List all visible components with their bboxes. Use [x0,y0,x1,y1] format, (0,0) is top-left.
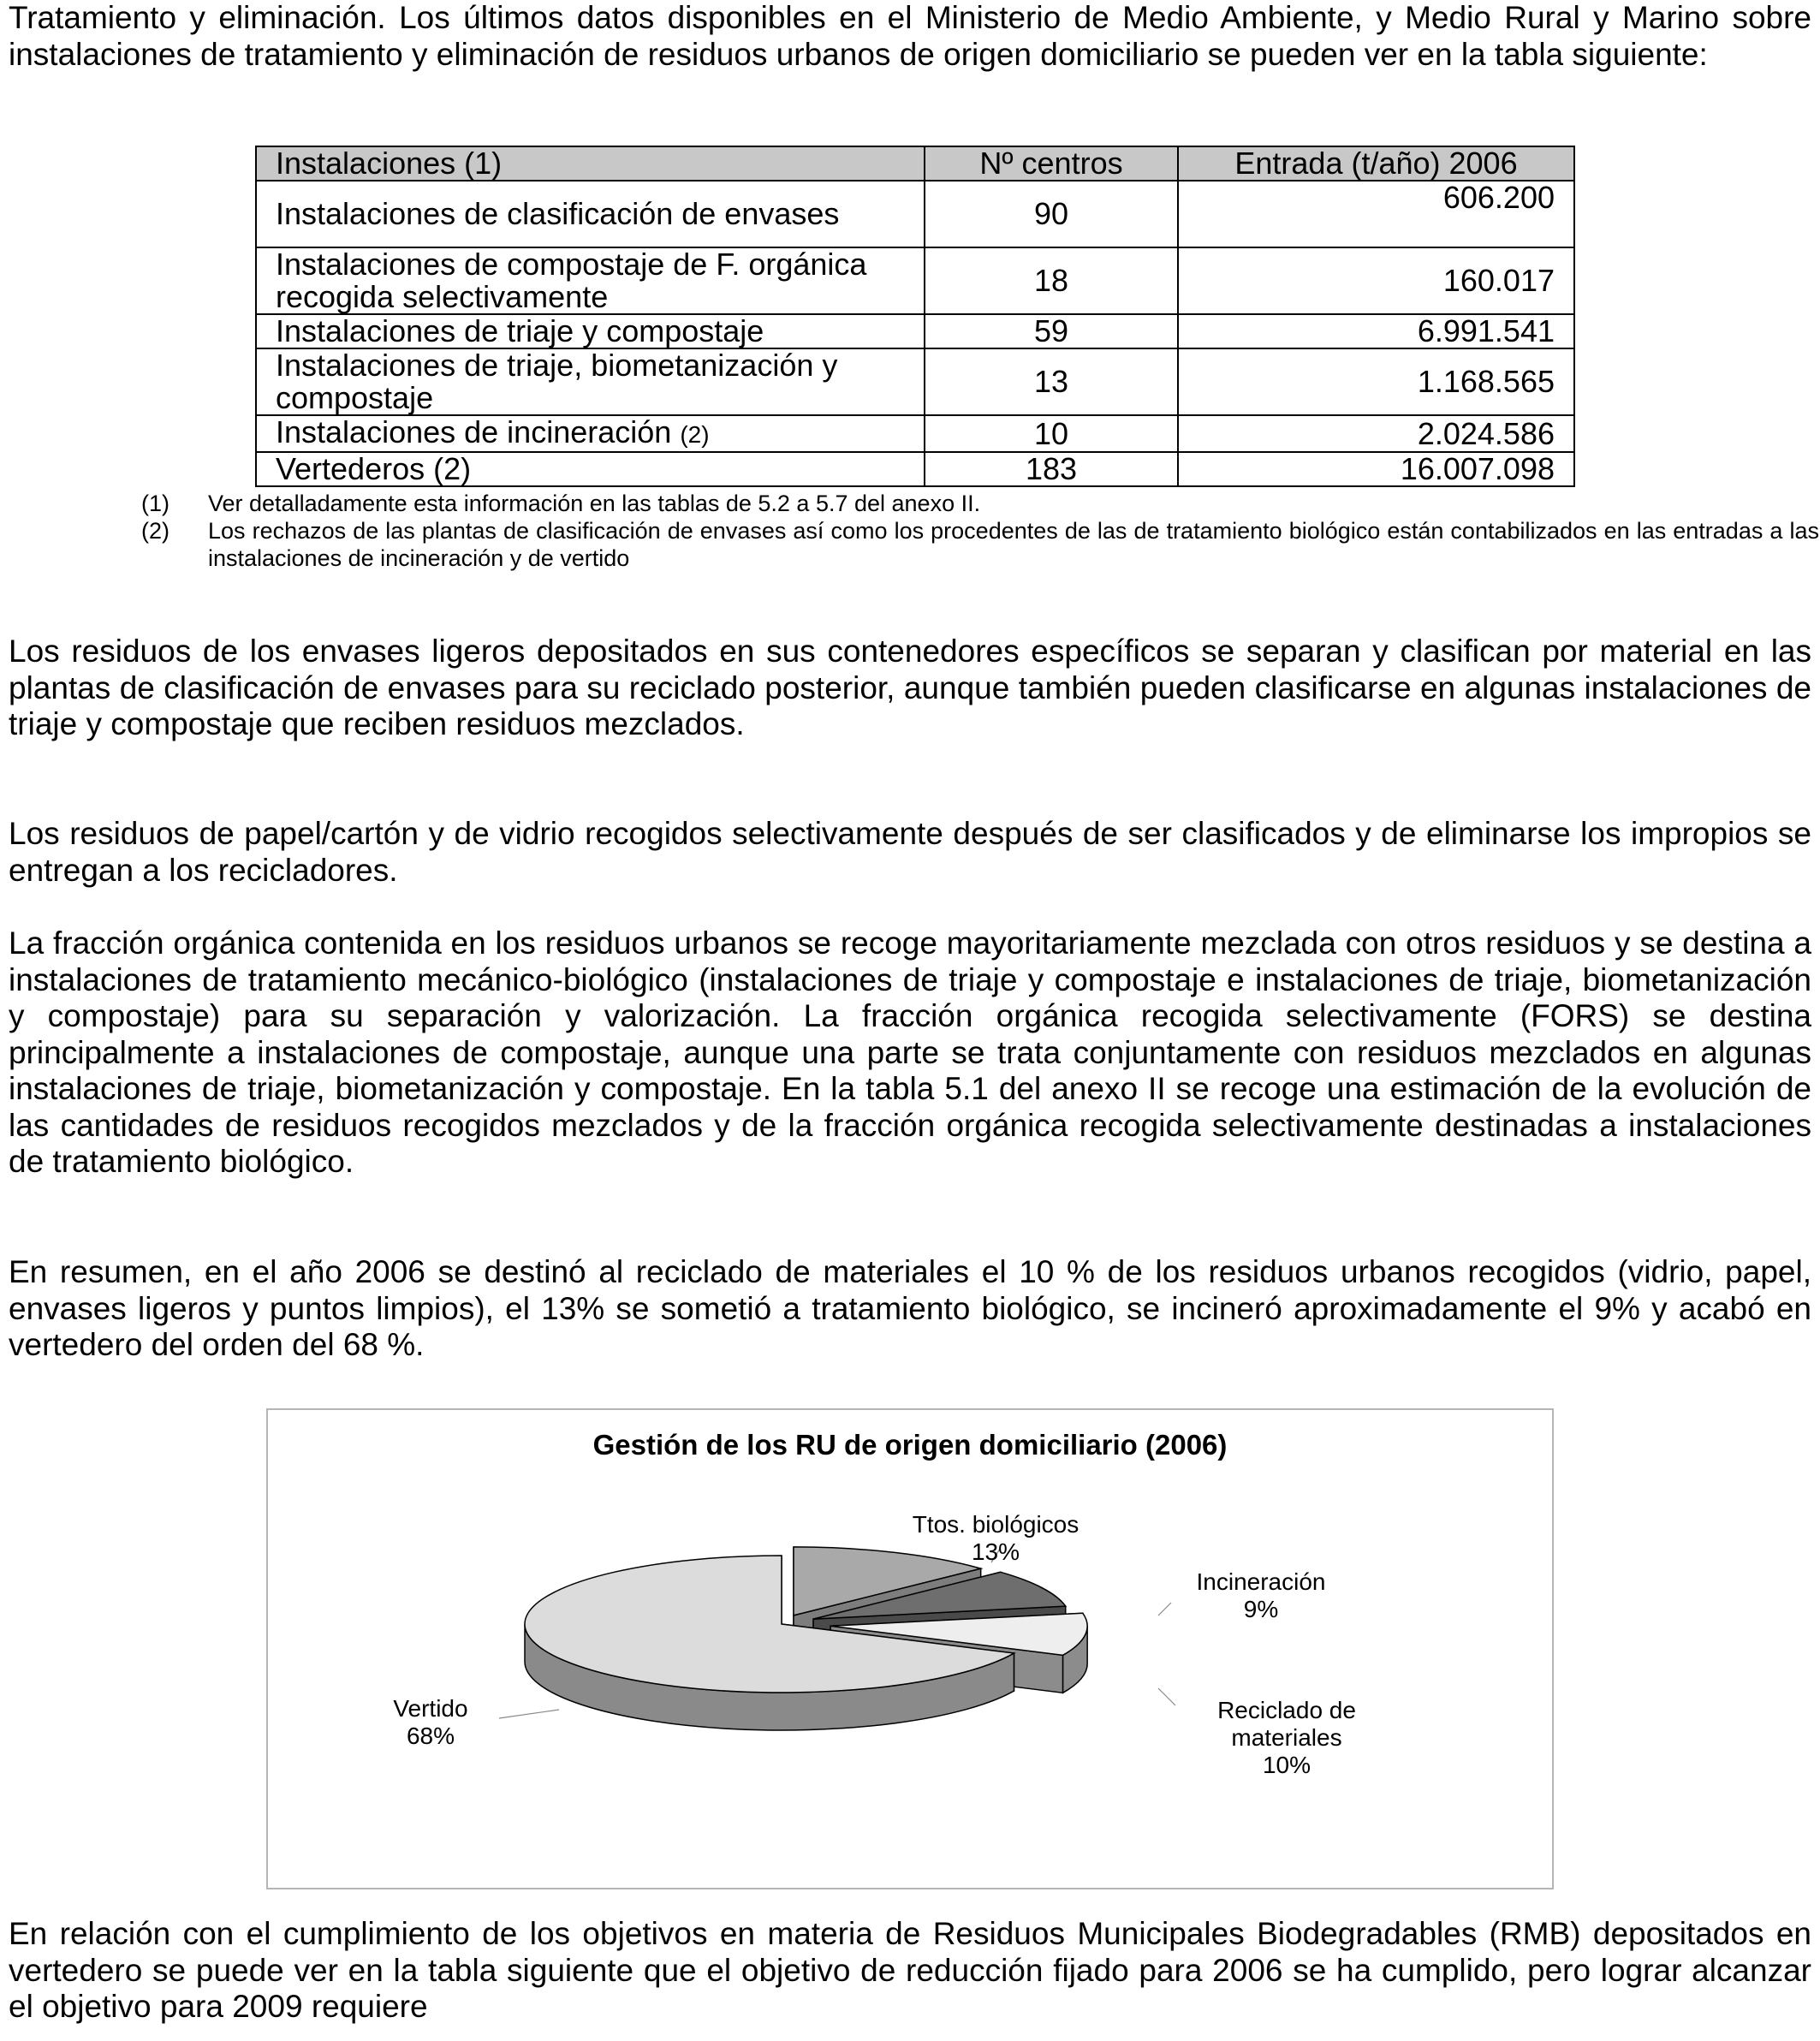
row-entrada: 160.017 [1178,247,1574,314]
label-ttos-pct: 13% [971,1538,1020,1565]
leader-line-3 [1158,1688,1175,1705]
row-entrada: 606.200 [1178,181,1574,247]
label-ttos-biologicos [867,1511,1124,1566]
row-centros: 183 [925,452,1178,486]
row-name [256,181,925,247]
installations-table-wrapper [255,146,1575,487]
row-centros: 10 [925,415,1178,452]
table-row [256,247,1574,314]
pie-chart-svg [268,1410,1552,1888]
row-name [256,348,925,415]
label-reciclado-pct: 10% [1262,1752,1311,1778]
row-name-text: Instalaciones de incineración [276,414,672,449]
footnote-number: (1) [141,491,170,516]
installations-table [255,146,1575,487]
row-name-text: Instalaciones de clasificación de envases [276,196,840,231]
row-name [256,415,925,452]
row-centros: 18 [925,247,1178,314]
table-footnotes [141,490,1819,572]
table-row [256,348,1574,415]
row-entrada: 16.007.098 [1178,452,1574,486]
footnote-text: Los rechazos de las plantas de clasificación de envases así como los procedentes de las de tratamiento biológico están contabilizados en las entradas a las instalaciones de incineración y de vertido [208,518,1819,571]
row-name-text: Instalaciones de triaje y compostaje [276,313,764,348]
row-note-ref: (2) [680,421,710,448]
paragraph-papel-vidrio: Los residuos de papel/cartón y de vidrio recogidos selectivamente después de ser clasificados y de eliminarse los impropios se entregan a los recicladores. [9,816,1811,888]
row-name-text: Instalaciones de compostaje de F. orgánica recogida selectivamente [276,247,867,314]
row-entrada: 1.168.565 [1178,348,1574,415]
header-centros: Nº centros [925,146,1178,181]
paragraph-fraccion-organica: La fracción orgánica contenida en los residuos urbanos se recoge mayoritariamente mezclada con otros residuos y se destina a instalaciones de tratamiento mecánico-biológico (instalaciones de triaje y compostaje e instalaciones de triaje, biometanización y compostaje) para su separación y valorización. La fracción orgánica recogida selectivamente (FORS) se destina principalmente a instalaciones de compostaje, aunque una parte se trata conjuntamente con residuos mezclados en algunas instalaciones de triaje, biometanización y compostaje. En la tabla 5.1 del anexo II se recoge una estimación de la evolución de las cantidades de residuos recogidos mezclados y de la fracción orgánica recogida selectivamente destinadas a instalaciones de tratamiento biológico. [9,925,1811,1179]
label-vertido-pct: 68% [406,1723,455,1749]
leader-line-4 [499,1710,559,1718]
header-instalaciones: Instalaciones (1) [256,146,925,181]
chart-title: Gestión de los RU de origen domiciliario (2006) [592,1429,1228,1461]
table-row [256,181,1574,247]
row-centros: 90 [925,181,1178,247]
footnote-text: Ver detalladamente esta información en las tablas de 5.2 a 5.7 del anexo II. [208,491,981,516]
label-reciclado-name-2: materiales [1231,1724,1342,1751]
label-vertido-name: Vertido [393,1695,468,1722]
label-reciclado [1175,1697,1398,1779]
row-name [256,314,925,348]
row-entrada: 2.024.586 [1178,415,1574,452]
row-name [256,247,925,314]
label-incineracion-name: Incineración [1196,1568,1326,1595]
paragraph-rmb: En relación con el cumplimiento de los objetivos en materia de Residuos Municipales Biodegradables (RMB) depositados en vertedero se puede ver en la tabla siguiente que el objetivo de reducción fijado para 2006 se ha cumplido, pero lograr alcanzar el objetivo para 2009 requiere [9,1916,1811,2024]
row-entrada: 6.991.541 [1178,314,1574,348]
intro-paragraph: Tratamiento y eliminación. Los últimos datos disponibles en el Ministerio de Medio Ambiente, y Medio Rural y Marino sobre instalaciones de tratamiento y eliminación de residuos urbanos de origen domiciliario se pueden ver en la tabla siguiente: [9,0,1811,72]
row-centros: 59 [925,314,1178,348]
label-ttos-name: Ttos. biológicos [912,1511,1080,1538]
footnote [141,517,1819,572]
pie-chart [266,1408,1554,1889]
label-reciclado-name-1: Reciclado de [1217,1697,1356,1723]
table-row [256,314,1574,348]
label-incineracion [1158,1568,1364,1623]
header-entrada: Entrada (t/año) 2006 [1178,146,1574,181]
paragraph-resumen: En resumen, en el año 2006 se destinó al reciclado de materiales el 10 % de los residuos urbanos recogidos (vidrio, papel, envases ligeros y puntos limpios), el 13% se sometió a tratamiento biológico, se incineró aproximadamente el 9% y acabó en vertedero del orden del 68 %. [9,1254,1811,1362]
label-incineracion-pct: 9% [1243,1596,1279,1622]
footnote-number: (2) [141,518,170,544]
footnote [141,490,1819,517]
row-name-text: Vertederos (2) [276,451,472,486]
paragraph-envases: Los residuos de los envases ligeros depositados en sus contenedores específicos se separan y clasifican por material en las plantas de clasificación de envases para su reciclado posterior, aunque también pueden clasificarse en algunas instalaciones de triaje y compostaje que reciben residuos mezclados. [9,634,1811,741]
row-centros: 13 [925,348,1178,415]
table-header-row [256,146,1574,181]
row-name-text: Instalaciones de triaje, biometanización y compostaje [276,348,838,415]
table-row [256,415,1574,452]
row-name [256,452,925,486]
table-row [256,452,1574,486]
label-vertido [362,1695,499,1750]
